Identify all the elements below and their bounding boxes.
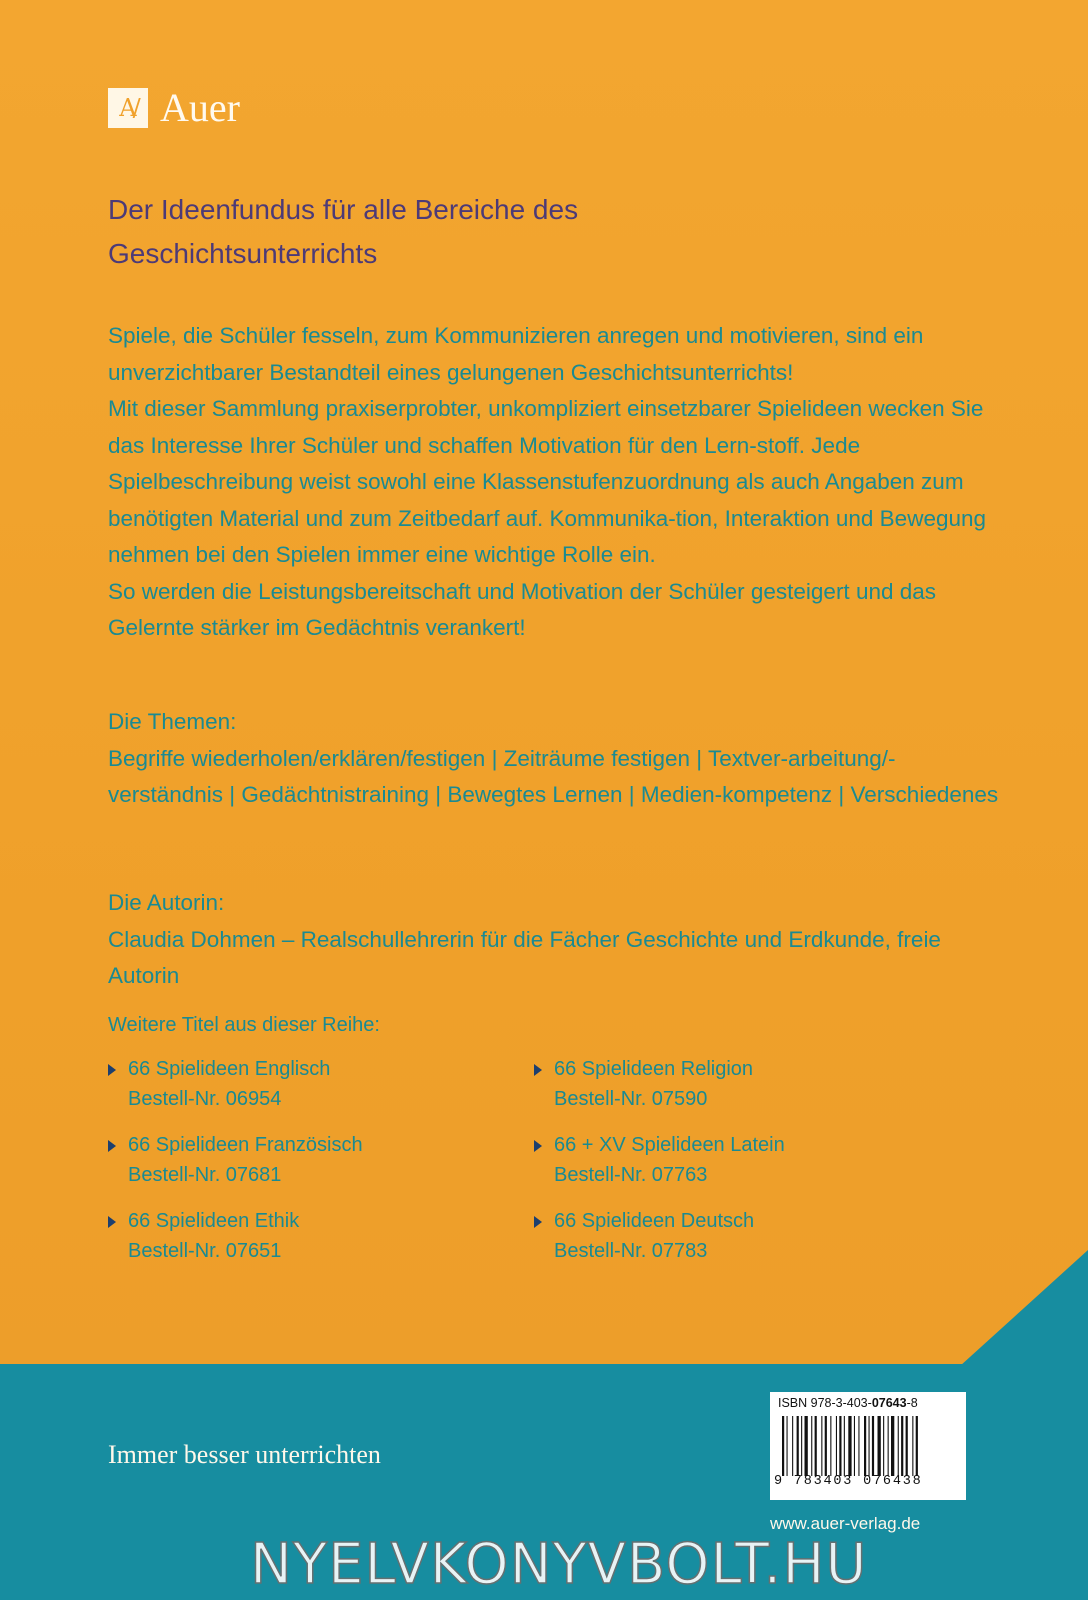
publisher-logo [108, 84, 240, 131]
list-item [108, 1206, 534, 1266]
website-url: www.auer-verlag.de [770, 1514, 921, 1533]
headline-line-1: Der Ideenfundus für alle Bereiche des [108, 194, 579, 225]
headline [108, 188, 988, 276]
themes-text: Begriffe wiederholen/erklären/festigen | Zeiträume festigen | Textver-arbeitung/-verständnis | Gedächtnistraining | Bewegtes Lernen | Medien-kompetenz | Verschiedenes [108, 745, 999, 807]
description-paragraph: So werden die Leistungsbereitschaft und Motivation der Schüler gesteigert und das Gelernte stärker im Gedächtnis verankert! [108, 578, 937, 640]
band-corner [960, 1250, 1088, 1366]
author-text: Claudia Dohmen – Realschullehrerin für die Fächer Geschichte und Erdkunde, freie Autorin [108, 926, 941, 988]
more-titles-list [108, 1054, 968, 1266]
list-item [534, 1206, 960, 1266]
isbn-suffix: -8 [906, 1396, 918, 1410]
isbn-text [778, 1396, 918, 1410]
list-item [108, 1130, 534, 1190]
list-item [108, 1054, 534, 1114]
isbn-prefix: ISBN 978-3-403- [778, 1396, 872, 1410]
more-titles-label: Weitere Titel aus dieser Reihe: [108, 1014, 380, 1036]
triangle-right-icon [108, 1064, 116, 1076]
barcode-digits: 9 783403 076438 [774, 1474, 923, 1489]
logo-mark: A/ [108, 88, 148, 128]
title-order-number: Bestell-Nr. 07783 [554, 1240, 708, 1262]
triangle-right-icon [534, 1140, 542, 1152]
triangle-right-icon [534, 1064, 542, 1076]
watermark: NYELVKONYVBOLT.HU [250, 1532, 868, 1597]
triangle-right-icon [108, 1140, 116, 1152]
themes-section [108, 704, 1008, 814]
title-order-number: Bestell-Nr. 07763 [554, 1164, 708, 1186]
title-order-number: Bestell-Nr. 07651 [128, 1240, 282, 1262]
list-item [534, 1130, 960, 1190]
title-order-number: Bestell-Nr. 07590 [554, 1088, 708, 1110]
title-name: 66 Spielideen Deutsch [554, 1210, 755, 1232]
title-order-number: Bestell-Nr. 06954 [128, 1088, 282, 1110]
title-name: 66 Spielideen Englisch [128, 1058, 331, 1080]
triangle-right-icon [534, 1216, 542, 1228]
author-label: Die Autorin: [108, 890, 225, 915]
description-paragraph: Spiele, die Schüler fesseln, zum Kommunizieren anregen und motivieren, sind ein unverzichtbarer Bestandteil eines gelungenen Geschichtsunterrichts! [108, 323, 924, 385]
description-paragraph: Mit dieser Sammlung praxiserprobter, unkompliziert einsetzbarer Spielideen wecken Sie das Interesse Ihrer Schüler und schaffen Motivation für den Lern-stoff. Jede Spielbeschreibung weist sowohl eine Klassenstufenzuordnung als auch Angaben zum benötigten Material und zum Zeitbedarf auf. Kommunika-tion, Interaktion und Bewegung nehmen bei den Spielen immer eine wichtige Rolle ein. [108, 396, 987, 567]
triangle-right-icon [108, 1216, 116, 1228]
tagline: Immer besser unterrichten [108, 1440, 381, 1469]
barcode-icon [782, 1416, 960, 1476]
logo-name: Auer [160, 85, 240, 130]
headline-line-2: Geschichtsunterrichts [108, 238, 378, 269]
title-name: 66 Spielideen Französisch [128, 1134, 363, 1156]
description [108, 318, 1008, 647]
themes-label: Die Themen: [108, 709, 237, 734]
title-name: 66 Spielideen Ethik [128, 1210, 300, 1232]
title-order-number: Bestell-Nr. 07681 [128, 1164, 282, 1186]
list-item [534, 1054, 960, 1114]
title-name: 66 Spielideen Religion [554, 1058, 754, 1080]
title-name: 66 + XV Spielideen Latein [554, 1134, 785, 1156]
isbn-bold: 07643 [871, 1396, 907, 1410]
author-section [108, 885, 1008, 995]
isbn-barcode-box [770, 1392, 966, 1500]
